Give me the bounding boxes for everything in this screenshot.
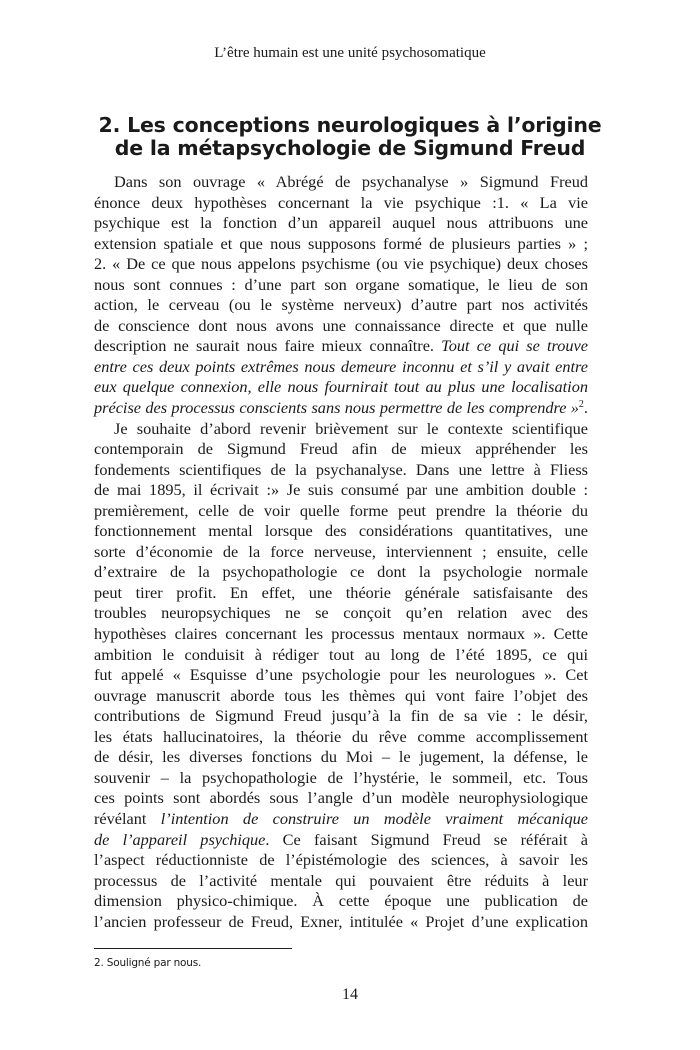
text-line: [94, 521, 588, 542]
paragraph: [94, 172, 588, 419]
text-line: [94, 686, 588, 707]
text: action, le cerveau (ou le système nerveux) d’autre part nos activités: [94, 295, 588, 315]
text-line: [94, 480, 588, 501]
text-line: [94, 336, 588, 357]
text: . Ce faisant Sigmund Freud se référait à: [265, 829, 588, 849]
text: description ne saurait nous faire mieux connaître.: [94, 336, 442, 356]
body-text: [94, 172, 588, 932]
text: révélant: [94, 808, 161, 828]
text: 2. « De ce que nous appelons psychisme (ou vie psychique) deux choses: [94, 254, 588, 274]
text-line: [94, 562, 588, 583]
text: premièrement, celle de voir quelle forme peut prendre la théorie du: [94, 500, 588, 520]
text: ouvrage manuscrit aborde tous les thèmes qui vont faire l’objet des: [94, 685, 588, 705]
text-line: [94, 788, 588, 809]
text-line: [94, 213, 588, 234]
text: l’aspect réductionniste de l’épistémologie des sciences, à savoir les: [94, 850, 588, 870]
paragraph: [94, 419, 588, 933]
text-line: [94, 809, 588, 830]
text: les états hallucinatoires, la théorie du rêve comme accomplissement: [94, 726, 588, 746]
text: de conscience dont nous avons une connaissance directe et que nulle: [94, 315, 588, 335]
text-line: [94, 193, 588, 214]
text-line: [94, 850, 588, 871]
text: l’ancien professeur de Freud, Exner, intitulée « Projet d’une explication: [94, 911, 588, 931]
text: nous sont connues : d’une part son organe somatique, le lieu de son: [94, 274, 588, 294]
running-head: L’être humain est une unité psychosomatique: [214, 45, 486, 61]
italic-text: de l’appareil psychique: [94, 829, 266, 849]
text-line: [94, 645, 588, 666]
text: contemporain de Sigmund Freud afin de mieux appréhender les: [94, 439, 588, 459]
section-title: [0, 114, 700, 160]
italic-text: l’intention de construire un modèle vraiment mécanique: [160, 808, 588, 828]
text-line: [94, 891, 588, 912]
text: de désir, les diverses fonctions du Moi – le jugement, la défense, le: [94, 747, 588, 767]
footnote-reference[interactable]: 2: [578, 399, 584, 411]
text-line: [94, 912, 588, 933]
text: sorte d’économie de la force nerveuse, interviennent ; ensuite, celle: [94, 541, 588, 561]
text-line: [94, 234, 588, 255]
text-line: [94, 501, 588, 522]
text-line: [94, 871, 588, 892]
text-line: [94, 295, 588, 316]
text-line: [94, 439, 588, 460]
text-line: [94, 603, 588, 624]
text: processus de l’activité mentale qui pouvaient être réduits à leur: [94, 870, 588, 890]
text: ces points sont abordés sous l’angle d’un modèle neurophysiologique: [94, 788, 588, 808]
text: de mai 1895, il écrivait :» Je suis consumé par une ambition double :: [94, 480, 588, 500]
text-line: [94, 665, 588, 686]
text-line: [94, 460, 588, 481]
text: contributions de Sigmund Freud jusqu’à la fin de sa vie : le désir,: [94, 706, 588, 726]
text-line: [94, 275, 588, 296]
text: extension spatiale et que nous supposons formé de plusieurs parties » ;: [94, 233, 588, 253]
italic-text: précise des processus conscients sans nous permettre de les comprendre »: [94, 398, 579, 418]
text: psychique est la fonction d’un appareil auquel nous attribuons une: [94, 213, 588, 233]
text-line: [94, 768, 588, 789]
text-line: [94, 830, 588, 851]
text-line: [94, 747, 588, 768]
text-line: [94, 357, 588, 378]
text: troubles neuropsychiques ne se conçoit qu’en relation avec des: [94, 603, 588, 623]
text: énonce deux hypothèses concernant la vie psychique :1. « La vie: [94, 192, 588, 212]
italic-text: eux quelque connexion, elle nous fournirait tout au plus une localisation: [94, 377, 588, 397]
text: d’extraire de la psychopathologie ce dont la psychologie normale: [94, 562, 588, 582]
text-line: [94, 254, 588, 275]
text-line: [94, 377, 588, 398]
page-number: 14: [342, 986, 358, 1003]
text: peut tirer profit. En effet, une théorie générale satisfaisante des: [94, 582, 588, 602]
text: souvenir – la psychopathologie de l’hystérie, le sommeil, etc. Tous: [94, 767, 588, 787]
text: fut appelé « Esquisse d’une psychologie pour les neurologues ». Cet: [94, 665, 588, 685]
text: Je souhaite d’abord revenir brièvement sur le contexte scientifique: [114, 418, 588, 438]
text-line: [94, 706, 588, 727]
italic-text: Tout ce qui se trouve: [441, 336, 588, 356]
text: dimension physico-chimique. À cette époque une publication de: [94, 891, 588, 911]
text: .: [583, 398, 588, 418]
text-line: [94, 727, 588, 748]
text-line: [94, 542, 588, 563]
text-line: [94, 172, 588, 193]
text: fonctionnement mental lorsque des considérations quantitatives, une: [94, 521, 588, 541]
text: ambition le conduisit à rédiger tout au long de l’été 1895, ce qui: [94, 644, 588, 664]
text: hypothèses claires concernant les processus mentaux normaux ». Cette: [94, 624, 588, 644]
text-line: [94, 316, 588, 337]
text-line: [94, 583, 588, 604]
text: Dans son ouvrage « Abrégé de psychanalyse » Sigmund Freud: [114, 172, 588, 191]
section-title-line-1: 2. Les conceptions neurologiques à l’origine: [98, 113, 602, 137]
section-title-line-2: de la métapsychologie de Sigmund Freud: [114, 136, 586, 160]
text: fondements scientifiques de la psychanalyse. Dans une lettre à Fliess: [94, 459, 588, 479]
text-line: [94, 398, 588, 419]
italic-text: entre ces deux points extrêmes nous demeure inconnu et s’il y avait entre: [94, 356, 588, 376]
footnote: 2. Souligné par nous.: [94, 957, 202, 969]
text-line: [94, 419, 588, 440]
text-line: [94, 624, 588, 645]
footnote-divider: [94, 948, 292, 949]
